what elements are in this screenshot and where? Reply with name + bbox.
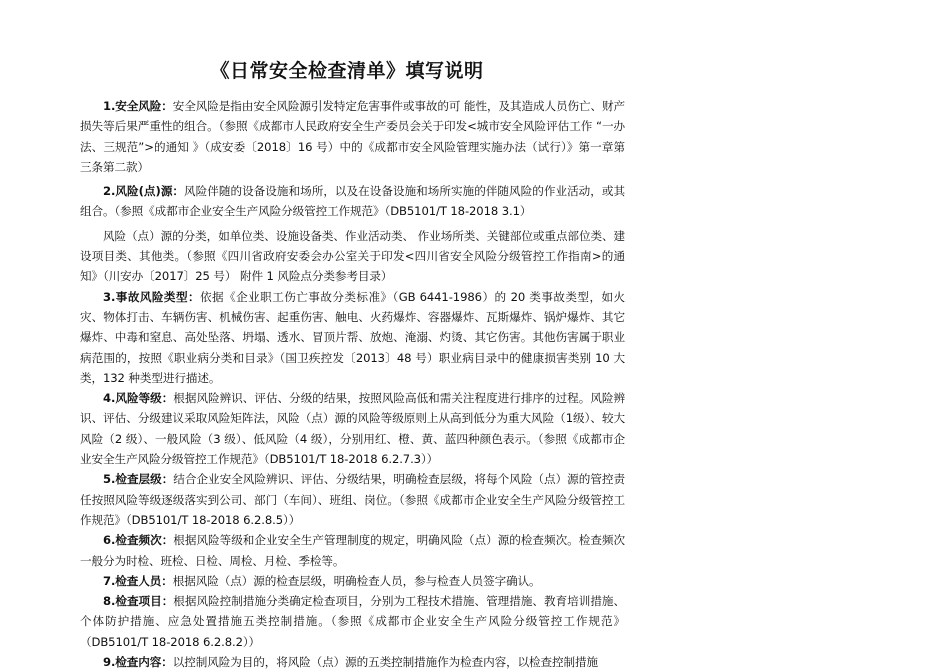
paragraph-risk-source-classification (80, 226, 625, 287)
paragraph-text: 根据风险等级和企业安全生产管理制度的规定，明确风险（点）源的检查频次。检查频次一般分为时检、班检、日检、周检、月检、季检等。 (80, 533, 625, 568)
term-label: 9.检查内容： (103, 655, 173, 670)
document-title: 《日常安全检查清单》填写说明 (210, 60, 484, 82)
term-label: 3.事故风险类型： (103, 289, 201, 304)
paragraph-text: 安全风险是指由安全风险源引发特定危害事件或事故的可 能性，及其造成人员伤亡、财产损失等后果严重性的组合。（参照《成都市人民政府安全生产委员会关于印发<城市安全风险评估工作 “一办法、三规范”>的通知 》（成安委〔2018〕16 号）中的《成都市安全风险管理实施办法（试行）》第一章第三条第二款） (80, 99, 625, 174)
paragraph-inspection-content (80, 652, 625, 672)
paragraph-text: 风险（点）源的分类，如单位类、设施设备类、作业活动类、 作业场所类、关键部位或重点部位类、建设项目类、其他类。（参照《四川省政府安委会办公室关于印发<四川省安全风险分级管控工作指南>的通知》（川安办〔2017〕25 号） 附件 1 风险点分类参考目录） (80, 228, 625, 284)
term-label: 6.检查频次： (103, 533, 174, 548)
term-label: 4.风险等级： (103, 391, 174, 406)
paragraph-inspection-level (80, 469, 625, 530)
paragraph-inspection-items (80, 591, 625, 652)
paragraph-text: 根据风险辨识、评估、分级的结果，按照风险高低和需关注程度进行排序的过程。风险辨识、评估、分级建议采取风险矩阵法，风险（点）源的风险等级原则上从高到低分为重大风险（1级）、较大风险（2 级）、一般风险（3 级）、低风险（4 级），分别用红、橙、黄、蓝四种颜色表示。（参照《成都市企业安全生产风险分级管控工作规范》（DB5101/T 18-2018 6.2.7.3）） (80, 391, 625, 467)
paragraph-inspection-personnel (80, 571, 625, 591)
paragraph-text: 以控制风险为目的，将风险（点）源的五类控制措施作为检查内容，以检查控制措施 (172, 655, 599, 670)
paragraph-text: 结合企业安全风险辨识、评估、分级结果，明确检查层级，将每个风险（点）源的管控责任按照风险等级逐级落实到公司、部门（车间）、班组、岗位。（参照《成都市企业安全生产风险分级管控工作规范》（DB5101/T 18-2018 6.2.8.5）） (80, 472, 625, 527)
paragraph-risk-source (80, 181, 625, 222)
paragraph-risk-level (80, 388, 625, 469)
paragraph-text: 风险伴随的设备设施和场所，以及在设备设施和场所实施的伴随风险的作业活动，或其组合。（参照《成都市企业安全生产风险分级管控工作规范》（DB5101/T 18-2018 3.1） (80, 184, 625, 219)
paragraph-text: 依据《企业职工伤亡事故分类标准》（GB 6441-1986）的 20 类事故类型，如火灾、物体打击、车辆伤害、机械伤害、起重伤害、触电、火药爆炸、容器爆炸、瓦斯爆炸、锅炉爆炸、其它爆炸、中毒和窒息、高处坠落、坍塌、透水、冒顶片帮、放炮、淹溺、灼烫、其它伤害。其他伤害属于职业病范围的，按照《职业病分类和目录》（国卫疾控发〔2013〕48 号）职业病目录中的健康损害类别 10 大类，132 种类型进行描述。 (80, 289, 626, 385)
term-label: 1.安全风险： (103, 99, 173, 113)
term-label: 5.检查层级： (103, 472, 174, 487)
paragraph-safety-risk (80, 96, 625, 177)
document-body (80, 96, 625, 672)
paragraph-inspection-frequency (80, 530, 625, 571)
paragraph-text: 根据风险（点）源的检查层级，明确检查人员，参与检查人员签字确认。 (172, 573, 541, 588)
term-label: 2.风险(点)源： (103, 184, 185, 199)
term-label: 7.检查人员： (103, 573, 173, 588)
paragraph-text: 根据风险控制措施分类确定检查项目，分别为工程技术措施、管理措施、教育培训措施、个体防护措施、应急处置措施五类控制措施。（参照《成都市企业安全生产风险分级管控工作规范》（DB5101/T 18-2018 6.2.8.2）） (80, 594, 625, 649)
paragraph-accident-risk-type (80, 287, 625, 388)
term-label: 8.检查项目： (103, 594, 174, 609)
